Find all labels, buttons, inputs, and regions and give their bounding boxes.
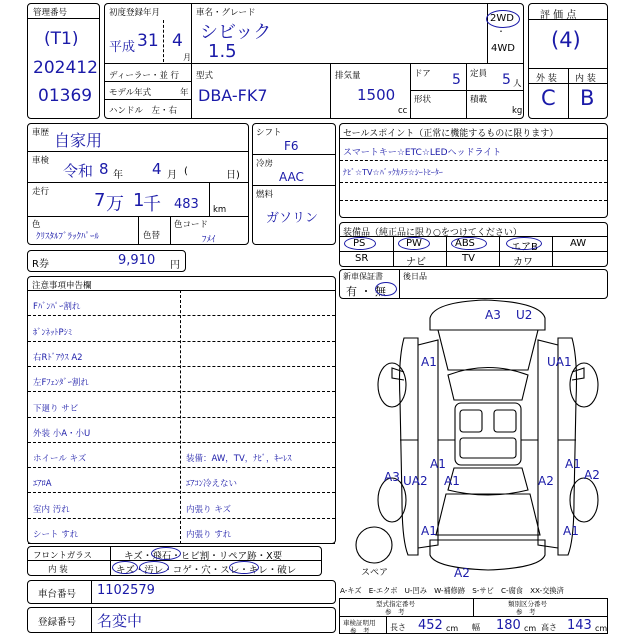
vehicle-name: シビック — [200, 22, 272, 43]
warranty-label: 新車保証書 — [343, 272, 383, 281]
interior-label: 内 装 — [575, 74, 596, 84]
fuel-label: 燃料 — [256, 190, 274, 200]
mark-front-right-bumper: U2 — [516, 308, 533, 322]
chassis-value: 1102579 — [97, 583, 155, 598]
note-left-8: 室内 汚れ — [33, 504, 70, 515]
height-value: 143 — [567, 618, 592, 633]
windshield-circle — [151, 547, 181, 560]
reg-number-label: 登録番号 — [38, 617, 77, 628]
cert-length-label: 車検証明用 — [343, 619, 376, 627]
equip-pw: PW — [406, 238, 422, 249]
admin-code1: (T1) — [44, 29, 79, 49]
recycle-unit: 円 — [170, 260, 180, 271]
color-code-label: 色コード — [174, 220, 209, 230]
registration-month: 4 — [172, 31, 183, 51]
displacement-label: 排気量 — [335, 71, 361, 81]
shift-value: F6 — [284, 139, 299, 153]
equip-navi: ナビ — [406, 257, 426, 268]
registration-era: 平成 — [109, 40, 136, 55]
chassis-label: 車台番号 — [38, 589, 77, 600]
equip-tv: TV — [462, 253, 475, 264]
displacement-unit: cc — [398, 106, 408, 116]
interior-circle-1 — [112, 561, 138, 574]
mark-right-side: A2 — [584, 468, 600, 482]
note-left-2: 右Rﾄﾞｱｳｽ A2 — [33, 352, 83, 363]
admin-code3: 01369 — [38, 86, 93, 106]
width-unit: cm — [524, 624, 537, 633]
mark-left-rear: A1 — [421, 524, 437, 538]
later-label: 後日品 — [403, 272, 427, 281]
admin-code2: 202412 — [33, 58, 98, 78]
mileage-label: 走行 — [32, 187, 50, 197]
note-right-9: 内張り すれ — [186, 530, 232, 540]
interior-cond-label: 内 装 — [48, 565, 68, 575]
equip-leather: カワ — [513, 257, 533, 268]
equip-aw: AW — [570, 238, 587, 249]
note-left-4: 下廻り サビ — [33, 403, 79, 414]
warranty-value: 有 ・ 無 — [346, 285, 386, 298]
equip-abs: ABS — [455, 238, 475, 249]
aircon-value: AAC — [279, 170, 304, 184]
capacity-label: 定員 — [470, 69, 488, 79]
cert-length-ref: 参 考 — [350, 627, 370, 635]
inspection-year-unit: 年 — [113, 170, 123, 181]
windshield-label: フロントガラス — [33, 551, 92, 561]
class-label: 類別区分番号 — [508, 600, 547, 608]
equip-airbag: エアB — [511, 242, 538, 253]
model-year-unit: 年 — [180, 88, 189, 98]
mileage-man-unit: 万 — [106, 194, 124, 215]
type-value: DBA-FK7 — [198, 86, 268, 105]
shift-label: シフト — [256, 128, 282, 138]
cert-type-label: 型式指定番号 — [376, 600, 415, 608]
reg-number-value: 名変中 — [97, 612, 143, 630]
sales-points-line2: ﾅﾋﾞ☆TV☆ﾊﾞｯｸｶﾒﾗ☆ｼｰﾄﾋｰﾀｰ — [343, 168, 443, 177]
note-left-0: Fﾊﾞﾝﾊﾟｰ割れ — [33, 302, 81, 313]
inspection-year: 8 — [99, 160, 109, 178]
inspection-day-unit: 日) — [226, 170, 240, 181]
diagram-legend: A-キズ E-エクボ U-凹み W-補修跡 S-サビ C-腐食 XX-交換済 — [340, 586, 564, 595]
registration-month-unit: 月 — [183, 53, 191, 62]
mark-left-rear-quarter: A1 — [444, 474, 460, 488]
doors-value: 5 — [452, 72, 461, 88]
type-label: 型式 — [196, 71, 214, 81]
inspection-label: 車検 — [32, 156, 50, 166]
doors-label: ドア — [414, 69, 431, 79]
note-left-6: ホイール キズ — [33, 454, 87, 465]
class-ref: 参 考 — [516, 608, 536, 616]
height-label: 高さ — [541, 623, 557, 632]
mark-right-rear: A1 — [563, 524, 579, 538]
note-right-8: 内張り キズ — [186, 504, 232, 515]
registration-year: 31 — [137, 31, 159, 51]
recycle-label: R券 — [32, 259, 49, 270]
mileage-rest: 483 — [174, 197, 199, 212]
note-left-1: ﾎﾞﾝﾈｯﾄPｼﾐ — [33, 327, 73, 338]
evaluation-label: 評 価 点 — [540, 10, 577, 21]
mark-front-left-bumper: A3 — [485, 308, 501, 322]
mileage-unit: km — [213, 205, 227, 215]
color-code: ﾌﾒｲ — [202, 235, 216, 245]
inspection-day-open: ( — [184, 166, 188, 177]
mark-right-front: UA1 — [547, 355, 572, 369]
interior-circle-2 — [139, 561, 169, 574]
drive-4wd: 4WD — [491, 43, 515, 54]
evaluation-score: (4) — [551, 28, 581, 52]
note-right-6: 装備：AW，TV，ﾅﾋﾞ，ｷｰﾚｽ — [186, 454, 292, 465]
length-value: 452 — [418, 618, 443, 633]
cert-type-ref: 参 考 — [385, 608, 405, 616]
mileage-man: 7 — [94, 190, 106, 211]
equip-pw-circle — [398, 237, 430, 250]
mark-left-side: A3 — [384, 470, 400, 484]
mark-left-front: A1 — [421, 355, 437, 369]
dealer-label: ディーラー・並 行 — [109, 71, 180, 81]
capacity-unit: 人 — [513, 79, 522, 89]
mark-right-door-upper: A1 — [565, 457, 581, 471]
interior-score: B — [580, 86, 595, 110]
inspection-era: 令和 — [63, 162, 94, 180]
color-change-label: 色替 — [143, 231, 161, 241]
usage-value: 自家用 — [54, 131, 103, 150]
fuel-value: ガソリン — [266, 211, 319, 226]
equip-ps: PS — [353, 238, 366, 249]
capacity-value: 5 — [502, 72, 511, 88]
windshield-items: キズ・飛石・ヒビ割・リペア跡・X要 — [124, 551, 283, 562]
recycle-value: 9,910 — [118, 253, 156, 268]
vehicle-grade: 1.5 — [208, 41, 237, 62]
note-right-7: ｴｱｺﾝ冷えない — [186, 479, 238, 490]
interior-cond-items: キズ・汚レ・コゲ・穴・スレ・キレ・破レ — [116, 565, 297, 576]
mark-rear-bumper: A2 — [454, 566, 470, 580]
spare-label: スペア — [361, 568, 389, 578]
handle-label: ハンドル 左・右 — [109, 106, 178, 116]
sales-points-label: セールスポイント（正常に機能するものに限ります） — [343, 129, 559, 139]
registration-label: 初度登録年月 — [109, 8, 161, 18]
mark-right-rear-door: A2 — [538, 474, 554, 488]
drive-dot: ・ — [497, 27, 505, 36]
equipment-label: 装備品（純正品に限り○をつけてください） — [343, 228, 522, 238]
height-unit: cm — [595, 624, 608, 633]
mark-left-door-upper: A1 — [430, 457, 446, 471]
note-left-9: シート すれ — [33, 530, 79, 540]
color-label: 色 — [32, 220, 41, 230]
mileage-sen-unit: 千 — [143, 194, 161, 215]
mileage-sen: 1 — [133, 190, 145, 211]
drive-2wd: 2WD — [490, 13, 514, 24]
inspection-month-unit: 月 — [167, 170, 177, 181]
aircon-label: 冷房 — [256, 159, 274, 169]
vehicle-name-label: 車名・グレード — [196, 8, 256, 18]
length-unit: cm — [446, 624, 459, 633]
displacement-value: 1500 — [357, 86, 396, 104]
model-year-label: モデル年式 — [109, 88, 152, 98]
load-label: 積載 — [470, 95, 488, 105]
note-left-7: ｴｱﾛA — [33, 479, 52, 490]
sales-points-line1: スマートキー☆ETC☆LEDヘッドライト — [343, 148, 502, 158]
interior-circle-3 — [229, 561, 259, 574]
warranty-circle — [375, 282, 397, 296]
exterior-label: 外 装 — [536, 74, 557, 84]
mark-left-rear-door: UA2 — [403, 474, 428, 488]
equip-ps-circle — [344, 237, 376, 250]
equip-sr: SR — [355, 253, 369, 264]
inspection-month: 4 — [152, 160, 162, 178]
width-value: 180 — [496, 618, 521, 633]
shape-label: 形状 — [414, 95, 432, 105]
note-left-3: 左Fﾌｪﾝﾀﾞｰ割れ — [33, 378, 89, 389]
exterior-score: C — [541, 86, 556, 110]
note-left-5: 外装 小A・小U — [33, 428, 91, 439]
admin-label: 管理番号 — [33, 8, 68, 18]
vehicle-info-box — [104, 3, 524, 119]
usage-label: 車歴 — [32, 128, 50, 138]
color-value: ｸﾘｽﾀﾙﾌﾞﾗｯｸﾊﾟｰﾙ — [36, 232, 100, 242]
length-label: 長さ — [390, 623, 406, 632]
load-unit: kg — [512, 106, 523, 116]
notes-label: 注意事項申告欄 — [32, 281, 92, 291]
equip-airbag-circle — [506, 237, 542, 250]
recycle-box — [27, 250, 186, 272]
width-label: 幅 — [472, 623, 480, 632]
equip-abs-circle — [451, 237, 487, 250]
